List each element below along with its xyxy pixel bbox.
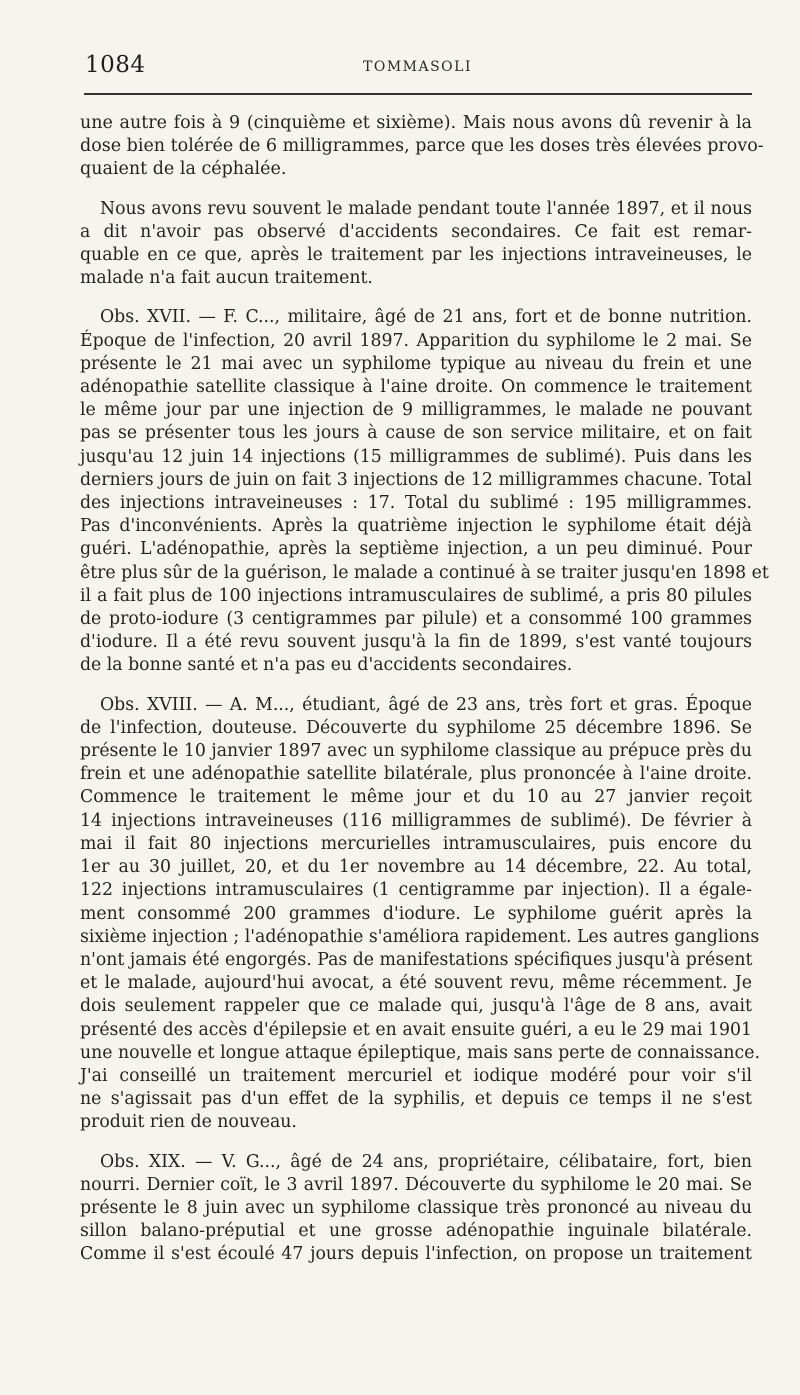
- text-line: être plus sûr de la guérison, le malade a continué à se traiter jusqu'en 1898 et: [80, 562, 769, 583]
- running-head: TOMMASOLI: [363, 59, 472, 75]
- text-line: 1er au 30 juillet, 20, et du 1er novembre au 14 décembre, 22. Au total,: [80, 857, 752, 878]
- text-line: il a fait plus de 100 injections intramusculaires de sublimé, a pris 80 pilules: [80, 585, 752, 606]
- text-line: Comme il s'est écoulé 47 jours depuis l'infection, on propose un traitement: [80, 1244, 752, 1265]
- paragraph-obs-xix: [80, 1151, 752, 1267]
- body-text: [80, 112, 769, 1283]
- text-line: n'ont jamais été engorgés. Pas de manifestations spécifiques jusqu'à présent: [80, 949, 753, 970]
- text-line: 14 injections intraveineuses (116 milligrammes de sublimé). De février à: [80, 810, 752, 831]
- text-line: quaient de la céphalée.: [80, 159, 287, 180]
- text-line: malade n'a fait aucun traitement.: [80, 268, 373, 289]
- text-line: Nous avons revu souvent le malade pendant toute l'année 1897, et il nous: [100, 198, 752, 219]
- paragraph: [80, 112, 764, 182]
- text-line: Époque de l'infection, 20 avril 1897. Apparition du syphilome le 2 mai. Se: [80, 330, 752, 351]
- text-line: présente le 21 mai avec un syphilome typique au niveau du frein et une: [80, 353, 752, 374]
- paragraph-obs-xviii: [80, 694, 760, 1135]
- text-line: nourri. Dernier coït, le 3 avril 1897. Découverte du syphilome le 20 mai. Se: [80, 1174, 752, 1195]
- text-line: frein et une adénopathie satellite bilatérale, plus prononcée à l'aine droite.: [80, 764, 752, 785]
- text-line: de l'infection, douteuse. Découverte du syphilome 25 décembre 1896. Se: [80, 717, 752, 738]
- text-line: Commence le traitement le même jour et du 10 au 27 janvier reçoit: [80, 787, 752, 808]
- text-line: jusqu'au 12 juin 14 injections (15 milligrammes de sublimé). Puis dans les: [80, 446, 752, 467]
- text-line: 122 injections intramusculaires (1 centigramme par injection). Il a égale-: [80, 880, 752, 901]
- text-line: ment consommé 200 grammes d'iodure. Le syphilome guérit après la: [80, 903, 752, 924]
- text-line: quable en ce que, après le traitement par les injections intraveineuses, le: [80, 245, 752, 266]
- text-line: Obs. XVIII. — A. M..., étudiant, âgé de 23 ans, très fort et gras. Époque: [100, 694, 752, 715]
- text-line: une autre fois à 9 (cinquième et sixième). Mais nous avons dû revenir à la: [80, 113, 752, 133]
- text-line: Obs. XVII. — F. C..., militaire, âgé de 21 ans, fort et de bonne nutrition.: [100, 307, 752, 328]
- text-line: présente le 10 janvier 1897 avec un syphilome classique au prépuce près du: [80, 741, 752, 762]
- page-header: [85, 52, 750, 84]
- text-line: présenté des accès d'épilepsie et en avait ensuite guéri, a eu le 29 mai 1901: [80, 1019, 752, 1040]
- text-line: mai il fait 80 injections mercurielles intramusculaires, puis encore du: [80, 833, 752, 854]
- text-line: d'iodure. Il a été revu souvent jusqu'à la fin de 1899, s'est vanté toujours: [80, 632, 752, 653]
- page-number: 1084: [85, 52, 146, 78]
- text-line: guéri. L'adénopathie, après la septième injection, a un peu diminué. Pour: [80, 539, 752, 560]
- text-line: et le malade, aujourd'hui avocat, a été souvent revu, même récemment. Je: [80, 973, 752, 994]
- text-line: produit rien de nouveau.: [80, 1112, 297, 1133]
- text-line: Obs. XIX. — V. G..., âgé de 24 ans, propriétaire, célibataire, fort, bien: [100, 1151, 752, 1172]
- text-line: de proto-iodure (3 centigrammes par pilule) et a consommé 100 grammes: [80, 609, 752, 630]
- text-line: derniers jours de juin on fait 3 injections de 12 milligrammes chacune. Total: [80, 469, 752, 490]
- text-line: ne s'agissait pas d'un effet de la syphilis, et depuis ce temps il ne s'est: [80, 1089, 752, 1110]
- text-line: présente le 8 juin avec un syphilome classique très prononcé au niveau du: [80, 1197, 752, 1218]
- text-line: sixième injection ; l'adénopathie s'améliora rapidement. Les autres ganglions: [80, 926, 760, 947]
- text-line: adénopathie satellite classique à l'aine droite. On commence le traitement: [80, 377, 752, 398]
- text-line: dois seulement rappeler que ce malade qui, jusqu'à l'âge de 8 ans, avait: [80, 996, 752, 1017]
- text-line: dose bien tolérée de 6 milligrammes, parce que les doses très élevées provo-: [80, 136, 764, 157]
- text-line: a dit n'avoir pas observé d'accidents secondaires. Ce fait est remar-: [80, 221, 752, 242]
- paragraph-obs-xvii: [80, 306, 769, 677]
- text-line: pas se présenter tous les jours à cause de son service militaire, et on fait: [80, 423, 752, 444]
- text-line: sillon balano-préputial et une grosse adénopathie inguinale bilatérale.: [80, 1221, 752, 1242]
- text-line: des injections intraveineuses : 17. Total du sublimé : 195 milligrammes.: [80, 493, 752, 514]
- text-line: une nouvelle et longue attaque épileptique, mais sans perte de connaissance.: [80, 1042, 760, 1063]
- paragraph: [80, 198, 752, 291]
- text-line: de la bonne santé et n'a pas eu d'accidents secondaires.: [80, 655, 573, 676]
- text-line: Pas d'inconvénients. Après la quatrième injection le syphilome était déjà: [80, 516, 752, 537]
- text-line: le même jour par une injection de 9 milligrammes, le malade ne pouvant: [80, 400, 752, 421]
- text-line: J'ai conseillé un traitement mercuriel et iodique modéré pour voir s'il: [80, 1065, 752, 1086]
- header-rule: [84, 93, 752, 95]
